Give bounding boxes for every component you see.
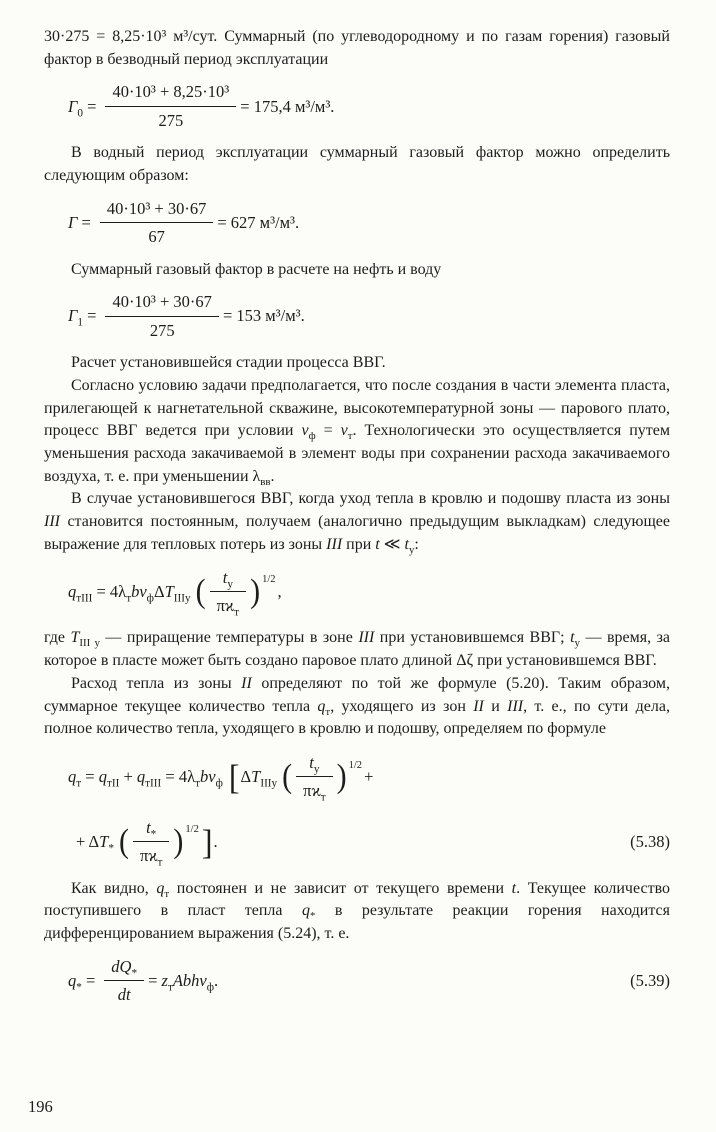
plus-sign: + — [364, 767, 374, 787]
open-paren: ( — [195, 572, 206, 610]
fraction — [104, 955, 144, 1007]
fraction-numerator: $t_у$ — [296, 751, 332, 777]
fraction-numerator: 40·10³ + 30·67 — [105, 290, 219, 316]
formula-lhs: $Г_1$ = — [68, 306, 97, 329]
page-number: 196 — [28, 1096, 53, 1116]
fraction — [296, 751, 332, 803]
fraction-denominator: 275 — [149, 320, 175, 340]
fraction — [105, 80, 236, 132]
equation-5-38 — [68, 751, 670, 868]
fraction-numerator: $t_*$ — [133, 816, 169, 842]
delta-t-term: $\Delta T_{IIIу}$ — [240, 767, 278, 790]
delta-t-star-term: + $\Delta T_*$ — [76, 832, 114, 855]
fraction-numerator: 40·10³ + 30·67 — [100, 197, 214, 223]
paragraph-water-period: В водный период эксплуатации суммарный газовый фактор можно определить следующим образом: — [44, 144, 670, 184]
equation-5-39 — [68, 955, 670, 1007]
equation-line-1 — [68, 751, 670, 803]
formula-result: = $z_тAbhv_ф$. — [148, 971, 219, 994]
open-paren: ( — [118, 822, 129, 860]
fraction-denominator: 67 — [148, 227, 165, 247]
paragraph-qt-constant: Как видно, $q_т$ постоянен и не зависит от текущего времени t. Текущее количество поступившего в пласт тепла $q_*$ в результате реакции горения находится дифференцированием выражения (5.24), т. е. — [44, 879, 671, 943]
fraction — [105, 290, 219, 342]
period: . — [213, 832, 218, 852]
equation-heat-loss-zone3 — [68, 566, 670, 618]
exponent: 1/2 — [262, 574, 276, 586]
exponent: 1/2 — [348, 759, 363, 771]
close-paren: ) — [336, 757, 347, 795]
paragraph-oil-water-factor: Суммарный газовый фактор в расчете на нефть и воду — [71, 260, 442, 278]
close-bracket: ] — [201, 821, 213, 862]
paragraph-gas-factor-intro: 30·275 = 8,25·10³ м³/сут. Суммарный (по углеводородному и по газам горения) газовый фактор в безводный период эксплуатации — [44, 28, 670, 68]
fraction — [133, 816, 169, 868]
exponent: 1/2 — [185, 824, 199, 836]
fraction — [210, 566, 246, 618]
paragraph-steady-stage-heading: Расчет установившейся стадии процесса ВВГ. — [71, 354, 386, 372]
equation-number: (5.38) — [630, 832, 670, 852]
formula-lhs: $q_т = q_{тII} + q_{тIII} = 4\lambda_тbv_ф$ — [68, 767, 223, 790]
fraction-numerator: $dQ_*$ — [104, 955, 144, 981]
formula-lhs: $q_{тIII} = 4\lambda_тbv_ф\Delta T_{IIIу}$ — [68, 581, 191, 605]
fraction-denominator: $\pi ϰ_т$ — [303, 781, 326, 804]
formula-result: = 175,4 м³/м³. — [240, 96, 335, 116]
close-paren: ) — [173, 822, 184, 860]
equation-gamma — [68, 197, 670, 249]
formula-tail: , — [277, 581, 282, 601]
formula-result: = 153 м³/м³. — [222, 306, 305, 326]
equation-gamma1 — [68, 290, 670, 342]
open-paren: ( — [282, 757, 293, 795]
equation-gamma0 — [68, 80, 670, 132]
open-bracket: [ — [228, 757, 240, 797]
paragraph-steady-vvg: В случае установившегося ВВГ, когда уход тепла в кровлю и подошву пласта из зоны III становится постоянным, получаем (аналогично предыдущим выкладкам) следующее выражение для тепловых потерь из зоны III при t ≪ $t_у$: — [44, 490, 670, 557]
equation-line-2 — [76, 816, 670, 868]
paragraph-task-condition: Согласно условию задачи предполагается, что после создания в части элемента пласта, прилегающей к нагнетательной скважине, высокотемпературной зоны — парового плато, процесс ВВГ ведется при условии $v_ф = v_т$. Технологически это осуществляется путем уменьшения расхода закачиваемой в элемент воды при сохранении расхода закачиваемого воздуха, т. е. при уменьшении $\lambda_{вв}$. — [44, 376, 670, 488]
equation-number: (5.39) — [630, 971, 670, 991]
fraction-numerator: $t_у$ — [210, 566, 246, 592]
fraction-denominator: 275 — [158, 110, 184, 130]
fraction-denominator: dt — [117, 985, 131, 1005]
paragraph-zone2-heat: Расход тепла из зоны II определяют по той же формуле (5.20). Таким образом, суммарное текущее количество тепла $q_т$, уходящего из зон II и III, т. е., по сути дела, полное количество тепла, уходящего в кровлю и подошву, определяем по формуле — [44, 674, 671, 738]
paragraph-where-definitions: где $T_{III у}$ — приращение температуры в зоне III при установившемся ВВГ; $t_у$ — время, за которое в пласте может быть создано паровое плато длиной Δζ при установившемся ВВГ. — [44, 629, 671, 670]
formula-lhs: Г = — [68, 212, 91, 232]
fraction-denominator: $\pi ϰ_т$ — [139, 846, 163, 869]
fraction-numerator: 40·10³ + 8,25·10³ — [105, 80, 236, 106]
fraction-denominator: $\pi ϰ_т$ — [216, 596, 240, 619]
fraction — [100, 197, 214, 249]
close-paren: ) — [250, 572, 261, 610]
formula-lhs: $Г_0$ = — [68, 96, 97, 119]
formula-lhs: $q_*$ = — [68, 971, 96, 994]
formula-result: = 627 м³/м³. — [217, 212, 300, 232]
